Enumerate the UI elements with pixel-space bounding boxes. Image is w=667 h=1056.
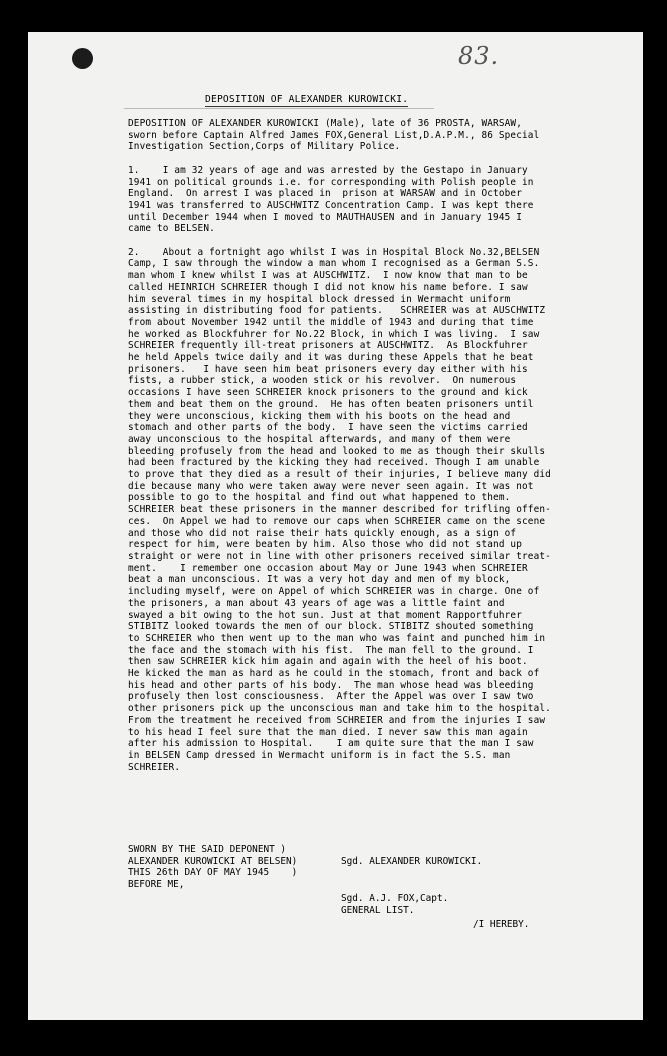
text-line: respect for him, were beaten by him. Also those who did not stand up: [128, 539, 523, 551]
text-line: BEFORE ME,: [128, 879, 185, 891]
deposition-body: [128, 118, 598, 773]
deponent-signature: Sgd. ALEXANDER KUROWICKI.: [341, 856, 483, 867]
text-line: SWORN BY THE SAID DEPONENT ): [128, 844, 287, 855]
text-line: DEPOSITION OF ALEXANDER KUROWICKI (Male), late of 36 PROSTA, WARSAW,: [128, 118, 523, 129]
text-line: ALEXANDER KUROWICKI AT BELSEN): [128, 855, 298, 867]
paragraph-1: [128, 165, 598, 235]
text-line: Sgd. A.J. FOX,Capt.: [341, 893, 449, 904]
text-line: 1941 on political grounds i.e. for corresponding with Polish people in: [128, 176, 534, 188]
text-line: his head and other parts of his body. The man whose head was bleeding: [128, 679, 534, 691]
text-line: he worked as Blockfuhrer for No.22 Block, in which I was living. I saw: [128, 328, 540, 340]
text-line: he held Appels twice daily and it was during these Appels that he beat: [128, 352, 534, 364]
page-number: 83.: [458, 42, 500, 70]
text-line: STIBITZ looked towards the men of our block. STIBITZ shouted something: [128, 621, 534, 633]
continued-marker: /I HEREBY.: [473, 919, 530, 930]
officer-signature: [341, 893, 448, 916]
text-line: other prisoners pick up the unconscious man and take him to the hospital.: [128, 703, 551, 715]
text-line: ment. I remember one occasion about May or June 1943 when SCHREIER: [128, 562, 528, 574]
text-line: Camp, I saw through the window a man whom I recognised as a German S.S.: [128, 258, 540, 270]
text-line: they were unconscious, kicking them with his boots on the head and: [128, 410, 511, 422]
text-line: him several times in my hospital block dressed in Wermacht uniform: [128, 293, 511, 305]
text-line: occasions I have seen SCHREIER knock prisoners to the ground and kick: [128, 387, 528, 399]
text-line: beat a man unconscious. It was a very hot day and men of my block,: [128, 574, 511, 586]
text-line: ces. On Appel we had to remove our caps when SCHREIER came on the scene: [128, 515, 546, 527]
text-line: including myself, were on Appel of which SCHREIER was in charge. One of: [128, 586, 540, 598]
text-line: stomach and other parts of the body. I have seen the victims carried: [128, 422, 528, 434]
text-line: England. On arrest I was placed in prison at WARSAW and in October: [128, 188, 523, 200]
text-line: bleeding profusely from the head and looked to me as though their skulls: [128, 445, 546, 457]
text-line: had been fractured by the kicking they had received. Though I am unable: [128, 457, 540, 469]
text-line: to SCHREIER who then went up to the man who was faint and punched him in: [128, 632, 546, 644]
text-line: swayed a bit owing to the hot sun. Just at that moment Rapportfuhrer: [128, 609, 523, 621]
text-line: after his admission to Hospital. I am quite sure that the man I saw: [128, 738, 534, 750]
header-rule: [124, 108, 434, 109]
text-line: the prisoners, a man about 43 years of age was a little faint and: [128, 597, 505, 609]
text-line: until December 1944 when I moved to MAUTHAUSEN and in January 1945 I: [128, 211, 523, 223]
text-line: from about November 1942 until the middle of 1943 and during that time: [128, 316, 534, 328]
text-line: He kicked the man as hard as he could in the stomach, front and back of: [128, 668, 540, 680]
text-line: to his head I feel sure that the man died. I never saw this man again: [128, 726, 528, 738]
text-line: then saw SCHREIER kick him again and again with the heel of his boot.: [128, 656, 528, 668]
text-line: and those who did not raise their hats quickly enough, as a sign of: [128, 527, 517, 539]
text-line: to prove that they died as a result of their injuries, I believe many did: [128, 469, 551, 481]
text-line: called HEINRICH SCHREIER though I did not know his name before. I saw: [128, 281, 528, 293]
punch-hole: [72, 48, 93, 69]
text-line: the face and the stomach with his fist. The man fell to the ground. I: [128, 644, 534, 656]
text-line: sworn before Captain Alfred James FOX,General List,D.A.P.M., 86 Special: [128, 129, 540, 141]
text-line: prisoners. I have seen him beat prisoners every day either with his: [128, 363, 528, 375]
text-line: SCHREIER beat these prisoners in the manner described for trifling offen-: [128, 504, 551, 516]
text-line: came to BELSEN.: [128, 223, 215, 235]
text-line: profusely then lost consciousness. After the Appel was over I saw two: [128, 691, 534, 703]
text-line: in BELSEN Camp dressed in Wermacht uniform is in fact the S.S. man: [128, 749, 511, 761]
text-line: away unconscious to the hospital afterwards, and many of them were: [128, 433, 511, 445]
text-line: THIS 26th DAY OF MAY 1945 ): [128, 867, 298, 879]
text-line: straight or were not in line with other prisoners received similar treat-: [128, 550, 551, 562]
paragraph-2: [128, 247, 598, 774]
text-line: die because many who were taken away were never seen again. It was not: [128, 480, 534, 492]
text-line: SCHREIER frequently ill-treat prisoners at AUSCHWITZ. As Blockfuhrer: [128, 340, 528, 352]
text-line: 1941 was transferred to AUSCHWITZ Concentration Camp. I was kept there: [128, 199, 534, 211]
text-line: From the treatment he received from SCHREIER and from the injuries I saw: [128, 714, 546, 726]
sworn-statement: [128, 844, 297, 891]
text-line: Investigation Section,Corps of Military Police.: [128, 141, 401, 153]
text-line: man whom I knew whilst I was at AUSCHWITZ. I now know that man to be: [128, 270, 528, 282]
text-line: 2. About a fortnight ago whilst I was in Hospital Block No.32,BELSEN: [128, 246, 540, 258]
text-line: fists, a rubber stick, a wooden stick or his revolver. On numerous: [128, 375, 517, 387]
text-line: assisting in distributing food for patients. SCHREIER was at AUSCHWITZ: [128, 305, 546, 317]
text-line: them and beat them on the ground. He has often beaten prisoners until: [128, 398, 534, 410]
text-line: possible to go to the hospital and find out what happened to them.: [128, 492, 511, 504]
text-line: SCHREIER.: [128, 761, 181, 773]
intro-paragraph: [128, 118, 598, 153]
text-line: GENERAL LIST.: [341, 904, 415, 916]
text-line: 1. I am 32 years of age and was arrested by the Gestapo in January: [128, 164, 528, 176]
document-title: DEPOSITION OF ALEXANDER KUROWICKI.: [205, 94, 409, 105]
